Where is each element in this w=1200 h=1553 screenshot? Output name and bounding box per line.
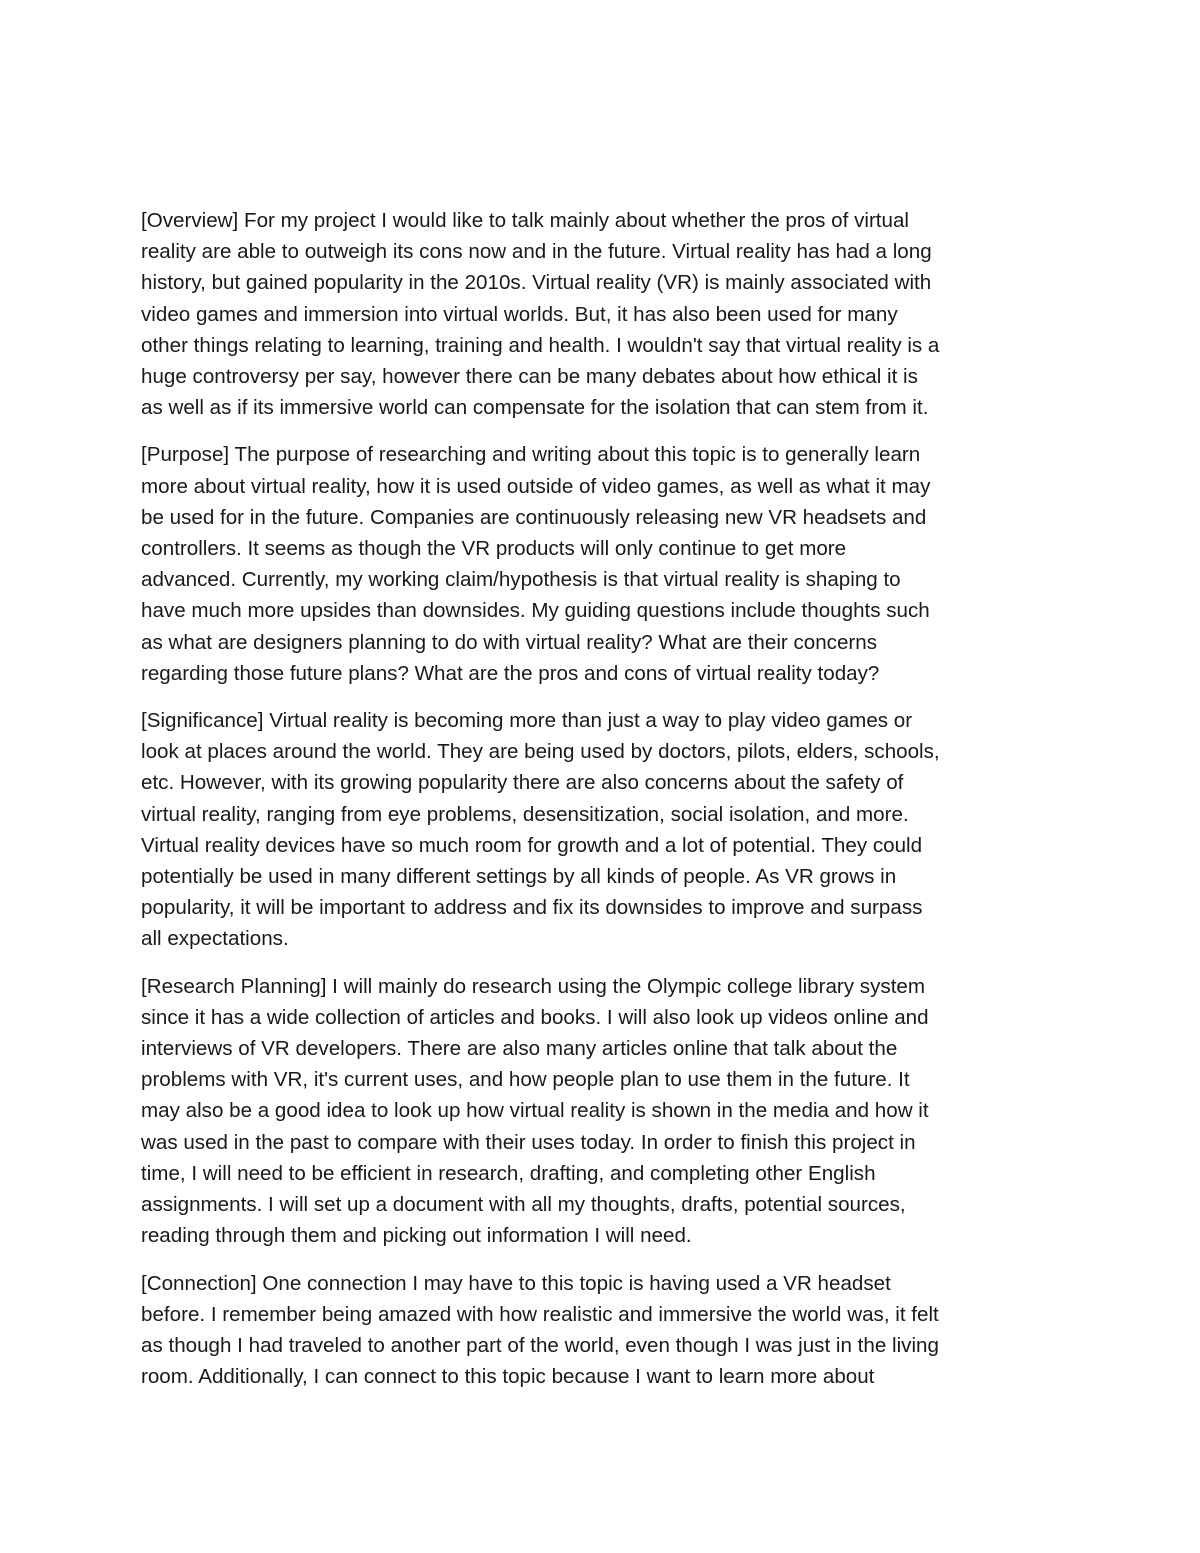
text-line: potentially be used in many different settings by all kinds of people. As VR grows in bbox=[141, 865, 897, 889]
text-line: have much more upsides than downsides. My guiding questions include thoughts such bbox=[141, 599, 930, 623]
text-line: interviews of VR developers. There are also many articles online that talk about the bbox=[141, 1037, 898, 1061]
text-line: Virtual reality devices have so much room for growth and a lot of potential. They could bbox=[141, 833, 923, 857]
text-line: virtual reality, ranging from eye problems, desensitization, social isolation, and more. bbox=[141, 802, 909, 826]
text-line: was used in the past to compare with their uses today. In order to finish this project in bbox=[141, 1130, 916, 1154]
text-line: etc. However, with its growing popularity there are also concerns about the safety of bbox=[141, 771, 904, 795]
text-line: [Connection] One connection I may have to this topic is having used a VR headset bbox=[141, 1271, 891, 1295]
document-body bbox=[141, 205, 1071, 1408]
text-line: time, I will need to be efficient in research, drafting, and completing other English bbox=[141, 1161, 876, 1185]
text-line: [Purpose] The purpose of researching and writing about this topic is to generally learn bbox=[141, 443, 921, 467]
text-line: history, but gained popularity in the 2010s. Virtual reality (VR) is mainly associated with bbox=[141, 271, 932, 295]
text-line: reading through them and picking out information I will need. bbox=[141, 1224, 692, 1248]
text-line: be used for in the future. Companies are continuously releasing new VR headsets and bbox=[141, 505, 927, 529]
text-line: look at places around the world. They are being used by doctors, pilots, elders, schools, bbox=[141, 740, 940, 764]
text-line: [Overview] For my project I would like to talk mainly about whether the pros of virtual bbox=[141, 209, 910, 232]
text-line: as well as if its immersive world can compensate for the isolation that can stem from it. bbox=[141, 396, 929, 420]
text-line: reality are able to outweigh its cons now and in the future. Virtual reality has had a long bbox=[141, 240, 932, 264]
text-line: assignments. I will set up a document with all my thoughts, drafts, potential sources, bbox=[141, 1193, 906, 1217]
text-line: huge controversy per say, however there can be many debates about how ethical it is bbox=[141, 365, 918, 389]
text-line: since it has a wide collection of articles and books. I will also look up videos online and bbox=[141, 1005, 929, 1029]
paragraph-significance bbox=[141, 705, 1071, 955]
paragraph-purpose bbox=[141, 439, 1071, 689]
text-line: controllers. It seems as though the VR products will only continue to get more bbox=[141, 537, 847, 561]
text-line: all expectations. bbox=[141, 927, 289, 951]
text-line: regarding those future plans? What are the pros and cons of virtual reality today? bbox=[141, 661, 880, 685]
text-line: video games and immersion into virtual worlds. But, it has also been used for many bbox=[141, 302, 898, 326]
text-line: as what are designers planning to do with virtual reality? What are their concerns bbox=[141, 630, 878, 654]
text-line: problems with VR, it's current uses, and how people plan to use them in the future. It bbox=[141, 1068, 910, 1092]
text-line: other things relating to learning, training and health. I wouldn't say that virtual reality is a bbox=[141, 333, 940, 357]
paragraph-connection bbox=[141, 1268, 1071, 1393]
text-line: before. I remember being amazed with how realistic and immersive the world was, it felt bbox=[141, 1302, 939, 1326]
text-line: [Significance] Virtual reality is becoming more than just a way to play video games or bbox=[141, 709, 913, 733]
text-line: may also be a good idea to look up how virtual reality is shown in the media and how it bbox=[141, 1099, 929, 1123]
text-line: advanced. Currently, my working claim/hypothesis is that virtual reality is shaping to bbox=[141, 568, 901, 592]
text-line: room. Additionally, I can connect to this topic because I want to learn more about bbox=[141, 1365, 875, 1389]
text-line: [Research Planning] I will mainly do research using the Olympic college library system bbox=[141, 974, 926, 998]
text-line: as though I had traveled to another part of the world, even though I was just in the living bbox=[141, 1333, 939, 1357]
paragraph-research-planning bbox=[141, 971, 1071, 1252]
paragraph-overview bbox=[141, 205, 1071, 423]
text-line: more about virtual reality, how it is used outside of video games, as well as what it may bbox=[141, 474, 931, 498]
text-line: popularity, it will be important to address and fix its downsides to improve and surpass bbox=[141, 896, 923, 920]
